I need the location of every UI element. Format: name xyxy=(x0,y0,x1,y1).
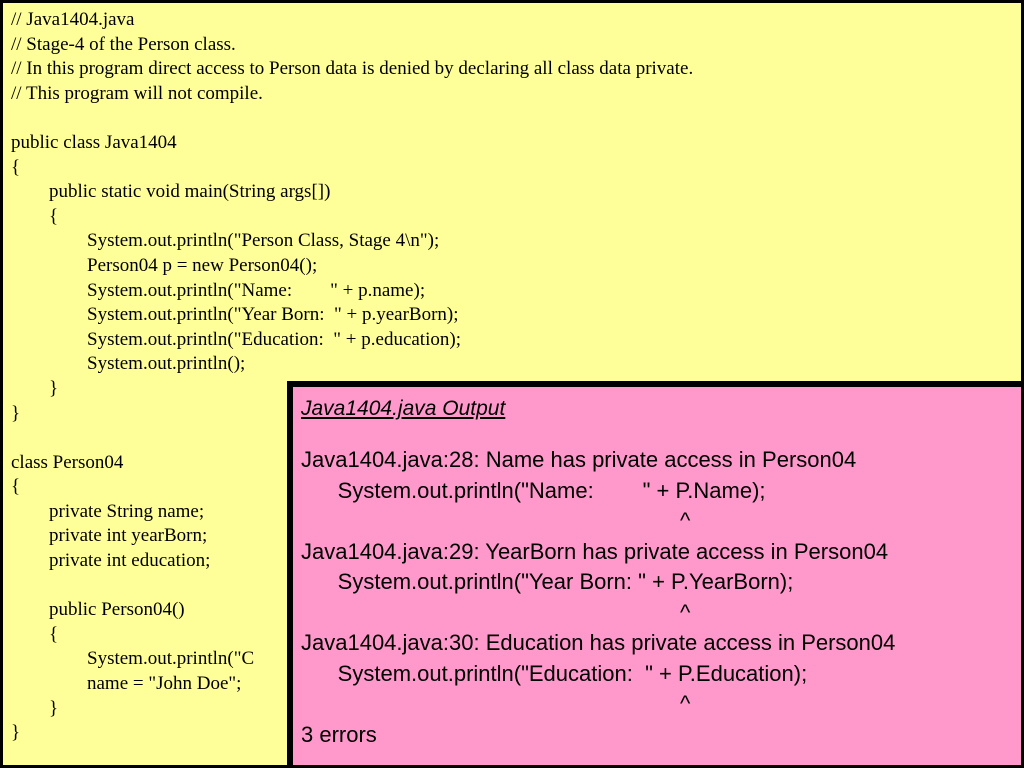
error-count: 3 errors xyxy=(301,721,377,747)
error-source-line: System.out.println("Education: " + P.Education); xyxy=(301,660,808,686)
code-line: Person04 p = new Person04(); xyxy=(11,254,318,276)
error-line: Java1404.java:30: Education has private access in Person04 xyxy=(301,630,896,655)
code-line: { xyxy=(11,156,21,178)
code-line: name = "John Doe"; xyxy=(11,673,242,695)
error-caret: ^ xyxy=(301,508,691,533)
code-line: // Java1404.java xyxy=(11,9,135,30)
code-line: } xyxy=(11,722,21,744)
code-line: System.out.println("Year Born: " + p.yearBorn); xyxy=(11,304,459,326)
code-line: } xyxy=(11,402,21,424)
code-line: System.out.println("C xyxy=(11,648,255,670)
output-listing xyxy=(301,445,895,750)
code-line: public Person04() xyxy=(11,599,185,621)
error-source-line: System.out.println("Name: " + P.Name); xyxy=(301,477,766,503)
code-line: } xyxy=(11,377,59,399)
code-line: private int education; xyxy=(11,550,211,572)
code-line: { xyxy=(11,623,59,645)
error-line: Java1404.java:29: YearBorn has private access in Person04 xyxy=(301,538,889,564)
code-line: System.out.println("Education: " + p.education); xyxy=(11,328,461,350)
code-line: public static void main(String args[]) xyxy=(11,181,331,203)
error-caret: ^ xyxy=(301,691,691,716)
code-line: // This program will not compile. xyxy=(11,82,263,104)
code-line: } xyxy=(11,697,59,719)
error-line: Java1404.java:28: Name has private access in Person04 xyxy=(301,447,857,472)
error-caret: ^ xyxy=(301,599,691,625)
output-box xyxy=(293,387,1021,765)
code-line: System.out.println(); xyxy=(11,353,246,375)
output-panel xyxy=(287,381,1024,768)
code-line: System.out.println("Person Class, Stage 4\n"); xyxy=(11,230,440,252)
error-source-line: System.out.println("Year Born: " + P.YearBorn); xyxy=(301,569,794,594)
output-title: Java1404.java Output xyxy=(301,397,506,420)
code-line: System.out.println("Name: " + p.name); xyxy=(11,279,426,301)
code-line: private String name; xyxy=(11,500,205,522)
code-line-blank xyxy=(11,106,693,131)
code-line: { xyxy=(11,476,21,498)
code-line: // In this program direct access to Person data is denied by declaring all class data private. xyxy=(11,58,694,80)
code-line: // Stage-4 of the Person class. xyxy=(11,33,236,55)
code-line: public class Java1404 xyxy=(11,131,177,153)
code-line: { xyxy=(11,205,59,227)
code-line: private int yearBorn; xyxy=(11,525,208,547)
code-line: class Person04 xyxy=(11,451,124,473)
